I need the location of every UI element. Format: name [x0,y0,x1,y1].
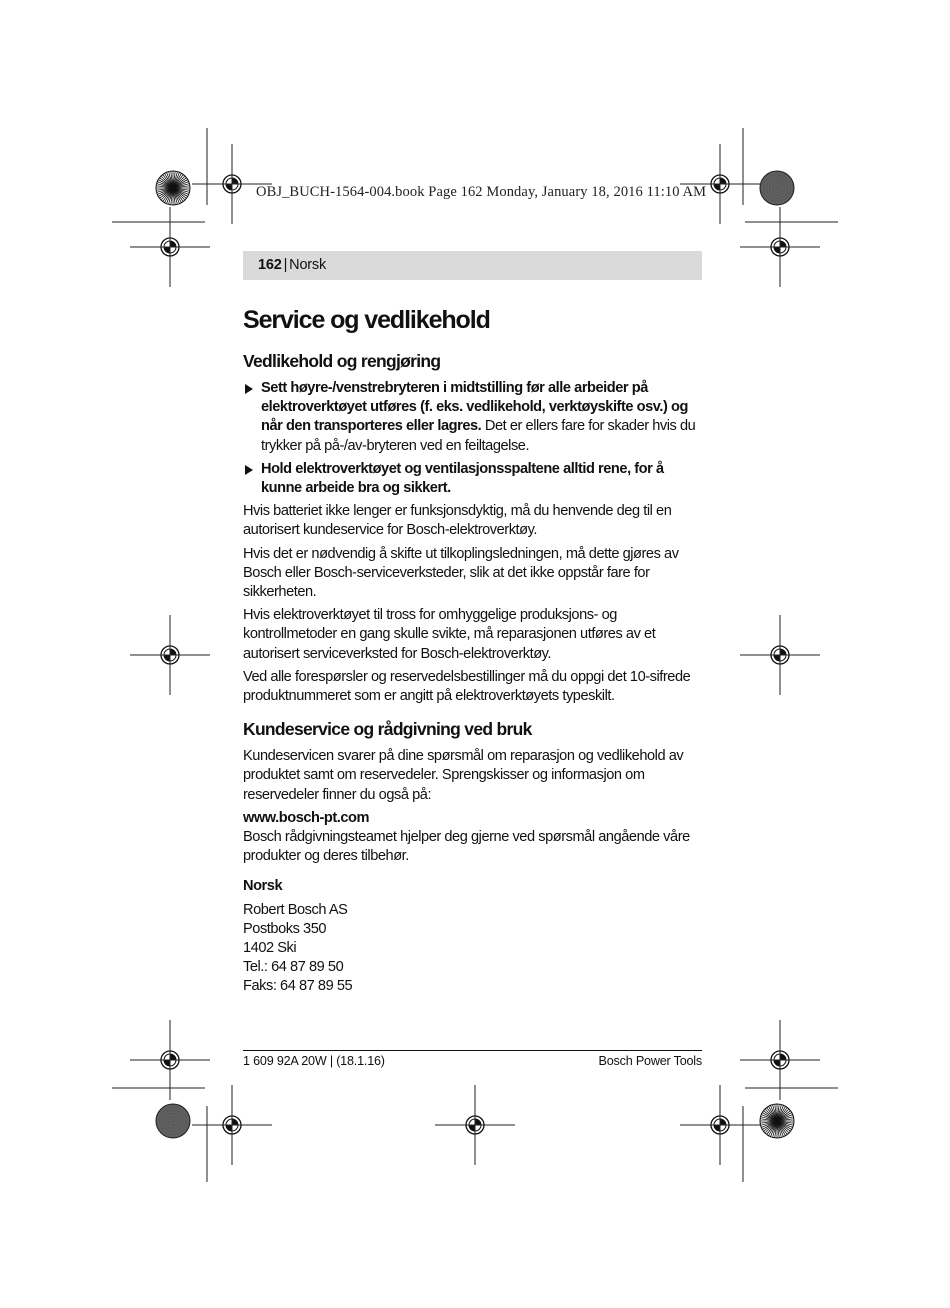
paragraph-customer-service: Kundeservicen svarer på dine spørsmål om reparasjon og vedlikehold av produktet samt om reservedeler. Sprengskisser og informasjon om reservedeler finner du også på: [243,748,684,803]
bullet-normal-text: Det er ellers fare for skader hvis du trykker på på-/av-bryteren ved en feiltagelse. [261,418,696,454]
header-separator: | [283,257,288,273]
bullet-triangle-icon [245,384,253,394]
bullet-bold-text: Sett høyre-/venstrebryteren i midtstilling før alle arbeider på elektroverktøyet utføres (f. eks. vedlikehold, verktøyskifte osv.) og når den transporteres eller lagres. [261,380,688,435]
paragraph-repair: Hvis elektroverktøyet til tross for omhyggelige produksjons- og kontrollmetoder en gang skulle svikte, må reparasjonen utføres av et autorisert serviceverksted for Bosch-elektroverktøy. [243,607,656,662]
page-header-bar [243,251,702,280]
paragraph-product-number: Ved alle forespørsler og reservedelsbestillinger må du oppgi det 10-sifrede produktnummeret som er angitt på elektroverktøyets typeskilt. [243,668,691,705]
address-line: 1402 Ski [243,940,297,957]
website-link[interactable]: www.bosch-pt.com [243,809,370,826]
page-title: Service og vedlikehold [243,306,490,334]
header-language: Norsk [289,257,327,273]
page-content [243,304,703,997]
address-line: Postboks 350 [243,920,327,937]
footer-document-code: 1 609 92A 20W | (18.1.16) [243,1054,385,1068]
bullet-item-clean [243,460,703,498]
bullet-item-switch [243,379,703,456]
footer-brand: Bosch Power Tools [598,1054,702,1068]
address-fax: Faks: 64 87 89 55 [243,978,353,995]
print-slug-line: OBJ_BUCH-1564-004.book Page 162 Monday, January 18, 2016 11:10 AM [256,184,707,200]
address-line: Robert Bosch AS [243,901,348,918]
section-heading-maintenance: Vedlikehold og rengjøring [243,351,441,371]
bullet-triangle-icon [245,465,253,475]
paragraph-battery: Hvis batteriet ikke lenger er funksjonsdyktig, må du henvende deg til en autorisert kundeservice for Bosch-elektroverktøy. [243,503,672,539]
address-phone: Tel.: 64 87 89 50 [243,959,344,976]
paragraph-advice-team: Bosch rådgivningsteamet hjelper deg gjerne ved spørsmål angående våre produkter og deres tilbehør. [243,829,690,865]
page-footer [243,1050,702,1068]
section-heading-customer-service: Kundeservice og rådgivning ved bruk [243,719,532,740]
bullet-bold-text: Hold elektroverktøyet og ventilasjonsspaltene alltid rene, for å kunne arbeide bra og sikkert. [261,460,664,497]
paragraph-cable: Hvis det er nødvendig å skifte ut tilkoplingsledningen, må dette gjøres av Bosch eller Bosch-serviceverksteder, slik at det ikke oppstår fare for sikkerheten. [243,545,679,601]
address-country-heading: Norsk [243,878,283,895]
page-number: 162 [258,257,282,273]
